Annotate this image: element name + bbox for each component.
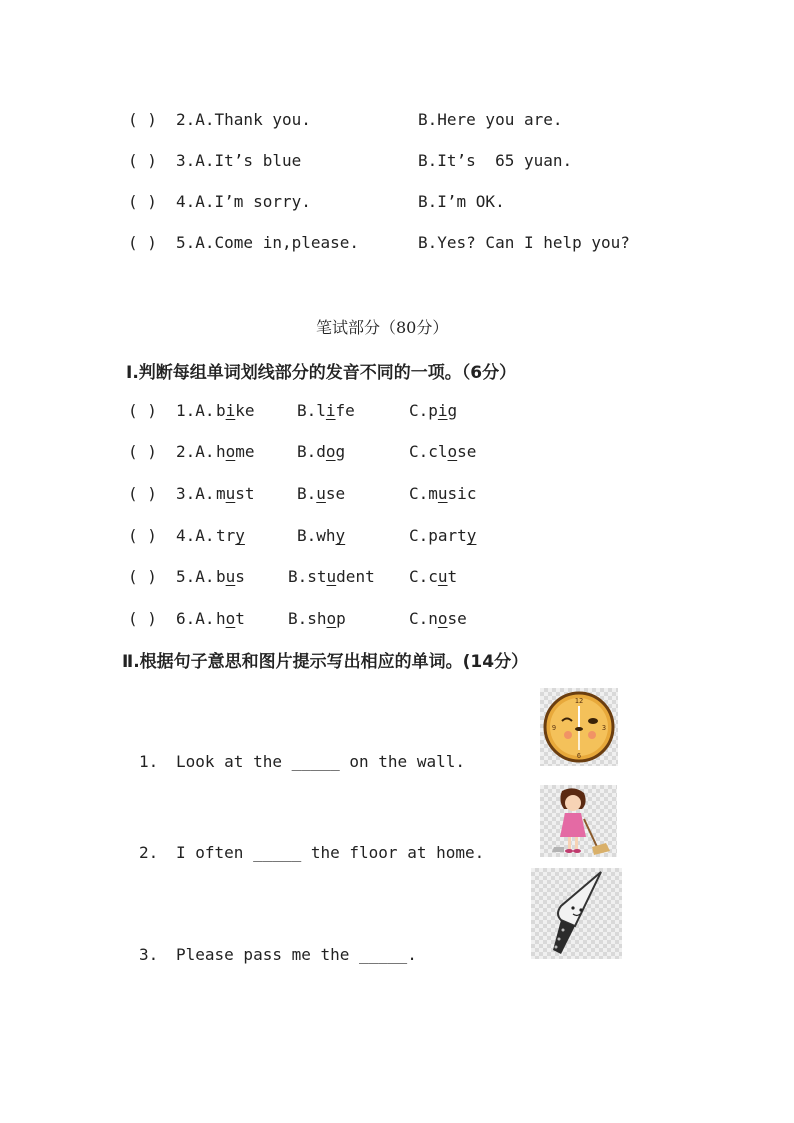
word-part: g — [335, 442, 346, 461]
word-part: B.d — [297, 442, 326, 461]
word-part: me — [235, 442, 255, 461]
answer-paren[interactable]: ( ) — [128, 151, 157, 170]
word-part: s — [235, 567, 245, 586]
option-a: 2.A.Thank you. — [176, 110, 311, 129]
option-b: B.Yes? Can I help you? — [418, 233, 630, 252]
word-part: B. — [297, 484, 317, 503]
question-text: Please pass me the _____. — [176, 945, 417, 964]
underlined-letter: o — [447, 442, 458, 461]
word-part: B.wh — [297, 526, 336, 545]
underlined-letter: o — [225, 609, 236, 628]
underlined-letter: y — [466, 526, 477, 545]
question-number: 2. — [139, 843, 159, 862]
underlined-letter: u — [326, 567, 337, 586]
underlined-letter: y — [335, 526, 346, 545]
word-part: b — [216, 567, 226, 586]
word-part: C.m — [409, 484, 438, 503]
answer-paren[interactable]: ( ) — [128, 401, 157, 420]
option-b — [297, 526, 345, 545]
word-part: tr — [216, 526, 236, 545]
girl-sweeping-icon — [540, 785, 617, 857]
word-part: sic — [447, 484, 477, 503]
question-number: 1. — [139, 752, 159, 771]
underlined-letter: o — [437, 609, 448, 628]
underlined-letter: y — [235, 526, 245, 545]
underlined-letter: u — [225, 484, 236, 503]
answer-paren[interactable]: ( ) — [128, 484, 157, 503]
word-part: p — [336, 609, 346, 628]
word-part: C.c — [409, 567, 438, 586]
underlined-letter: u — [316, 484, 326, 503]
answer-paren[interactable]: ( ) — [128, 609, 157, 628]
underlined-letter: u — [437, 567, 448, 586]
option-c — [409, 484, 476, 503]
option-b: B.Here you are. — [418, 110, 563, 129]
word-part: se — [457, 442, 477, 461]
option-b — [288, 567, 375, 586]
underlined-letter: o — [326, 609, 337, 628]
option-b — [297, 401, 355, 420]
option-a — [216, 401, 255, 420]
word-part: m — [216, 484, 226, 503]
word-part: B.sh — [288, 609, 327, 628]
svg-text:12: 12 — [574, 697, 584, 705]
option-a — [216, 442, 255, 461]
option-b — [288, 609, 346, 628]
word-part: se — [325, 484, 346, 503]
option-a — [216, 484, 255, 503]
option-c — [409, 609, 467, 628]
word-part: ke — [235, 401, 255, 420]
item-number: 5.A. — [176, 567, 215, 586]
option-a — [216, 609, 245, 628]
word-part: t — [235, 609, 245, 628]
word-part: st — [235, 484, 255, 503]
word-part: se — [447, 609, 467, 628]
item-number: 1.A. — [176, 401, 215, 420]
word-part: g — [447, 401, 458, 420]
svg-text:9: 9 — [551, 724, 557, 732]
option-c — [409, 526, 476, 545]
underlined-letter: i — [325, 401, 336, 420]
word-part: b — [216, 401, 226, 420]
word-part: t — [447, 567, 458, 586]
word-part: h — [216, 609, 226, 628]
answer-paren[interactable]: ( ) — [128, 526, 157, 545]
option-b — [297, 484, 345, 503]
word-part: dent — [336, 567, 375, 586]
word-part: fe — [335, 401, 355, 420]
section1-heading: Ⅰ.判断每组单词划线部分的发音不同的一项。（6分） — [126, 363, 517, 383]
answer-paren[interactable]: ( ) — [128, 192, 157, 211]
section2-heading: Ⅱ.根据句子意思和图片提示写出相应的单词。(14分） — [122, 652, 529, 672]
word-part: B.l — [297, 401, 326, 420]
item-number: 3.A. — [176, 484, 215, 503]
word-part: C.p — [409, 401, 438, 420]
underlined-letter: i — [437, 401, 448, 420]
option-b: B.I’m OK. — [418, 192, 505, 211]
word-part: h — [216, 442, 226, 461]
option-a — [216, 567, 245, 586]
item-number: 4.A. — [176, 526, 215, 545]
word-part: B.st — [288, 567, 327, 586]
option-a — [216, 526, 245, 545]
underlined-letter: i — [225, 401, 236, 420]
question-text: I often _____ the floor at home. — [176, 843, 485, 862]
option-b — [297, 442, 345, 461]
underlined-letter: u — [225, 567, 236, 586]
question-number: 3. — [139, 945, 159, 964]
answer-paren[interactable]: ( ) — [128, 567, 157, 586]
clock-icon — [540, 688, 618, 766]
option-c — [409, 567, 457, 586]
option-a: 4.A.I’m sorry. — [176, 192, 311, 211]
option-a: 3.A.It’s blue — [176, 151, 302, 170]
underlined-letter: u — [437, 484, 448, 503]
option-c — [409, 442, 476, 461]
option-a: 5.A.Come in,please. — [176, 233, 360, 252]
word-part: C.cl — [409, 442, 448, 461]
underlined-letter: o — [225, 442, 236, 461]
underlined-letter: o — [325, 442, 336, 461]
svg-text:6: 6 — [576, 752, 582, 760]
option-b: B.It’s 65 yuan. — [418, 151, 573, 170]
knife-icon — [531, 868, 622, 959]
answer-paren[interactable]: ( ) — [128, 442, 157, 461]
written-part-title: 笔试部分（80分） — [316, 318, 449, 337]
answer-paren[interactable]: ( ) — [128, 110, 157, 129]
word-part: C.n — [409, 609, 438, 628]
answer-paren[interactable]: ( ) — [128, 233, 157, 252]
svg-text:3: 3 — [601, 724, 607, 732]
item-number: 2.A. — [176, 442, 215, 461]
option-c — [409, 401, 457, 420]
word-part: C.part — [409, 526, 467, 545]
item-number: 6.A. — [176, 609, 215, 628]
question-text: Look at the _____ on the wall. — [176, 752, 465, 771]
